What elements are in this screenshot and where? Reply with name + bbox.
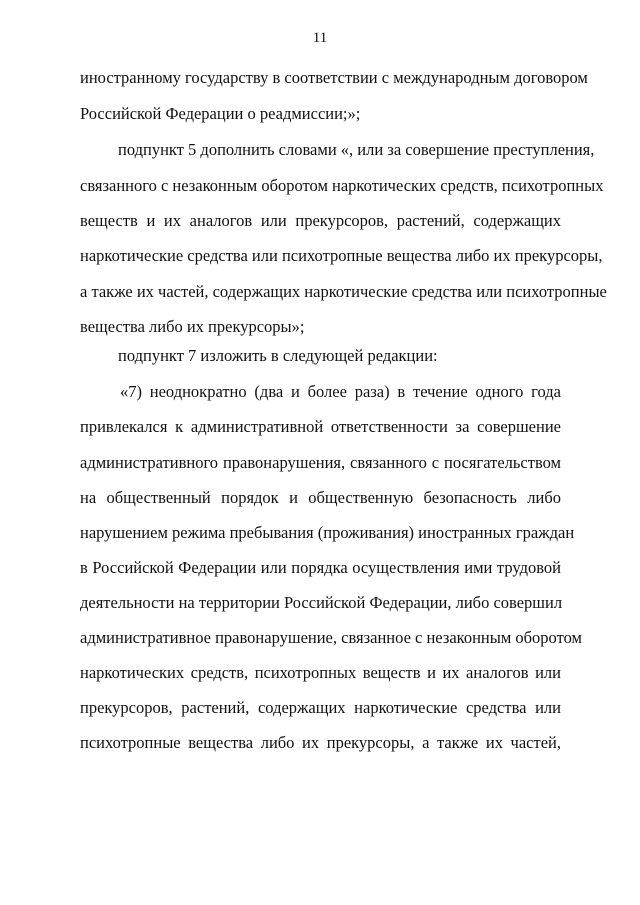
text-line: наркотических средств, психотропных веществ и их аналогов или xyxy=(80,663,561,682)
text-line: а также их частей, содержащих наркотические средства или психотропные xyxy=(80,282,607,301)
text-line: подпункт 7 изложить в следующей редакции: xyxy=(118,346,438,365)
text-line: веществ и их аналогов или прекурсоров, растений, содержащих xyxy=(80,211,561,230)
text-line: административное правонарушение, связанное с незаконным оборотом xyxy=(80,628,582,647)
text-line: иностранному государству в соответствии с международным договором xyxy=(80,68,588,87)
text-line: психотропные вещества либо их прекурсоры, а также их частей, xyxy=(80,733,561,752)
text-line: нарушением режима пребывания (проживания) иностранных граждан xyxy=(80,523,575,542)
text-line: в Российской Федерации или порядка осуществления ими трудовой xyxy=(80,558,561,577)
text-line: вещества либо их прекурсоры»; xyxy=(80,317,305,336)
text-line: связанного с незаконным оборотом наркотических средств, психотропных xyxy=(80,176,604,195)
page-number: 11 xyxy=(312,30,328,46)
text-line: на общественный порядок и общественную безопасность либо xyxy=(80,488,561,507)
text-line: наркотические средства или психотропные вещества либо их прекурсоры, xyxy=(80,246,603,265)
text-line: Российской Федерации о реадмиссии;»; xyxy=(80,104,361,123)
text-line: прекурсоров, растений, содержащих наркотические средства или xyxy=(80,698,561,717)
text-line: подпункт 5 дополнить словами «, или за совершение преступления, xyxy=(118,140,595,159)
text-line: «7) неоднократно (два и более раза) в течение одного года xyxy=(120,382,561,401)
text-line: привлекался к административной ответственности за совершение xyxy=(80,417,561,436)
text-line: деятельности на территории Российской Федерации, либо совершил xyxy=(80,593,563,612)
text-line: административного правонарушения, связанного с посягательством xyxy=(80,453,561,472)
